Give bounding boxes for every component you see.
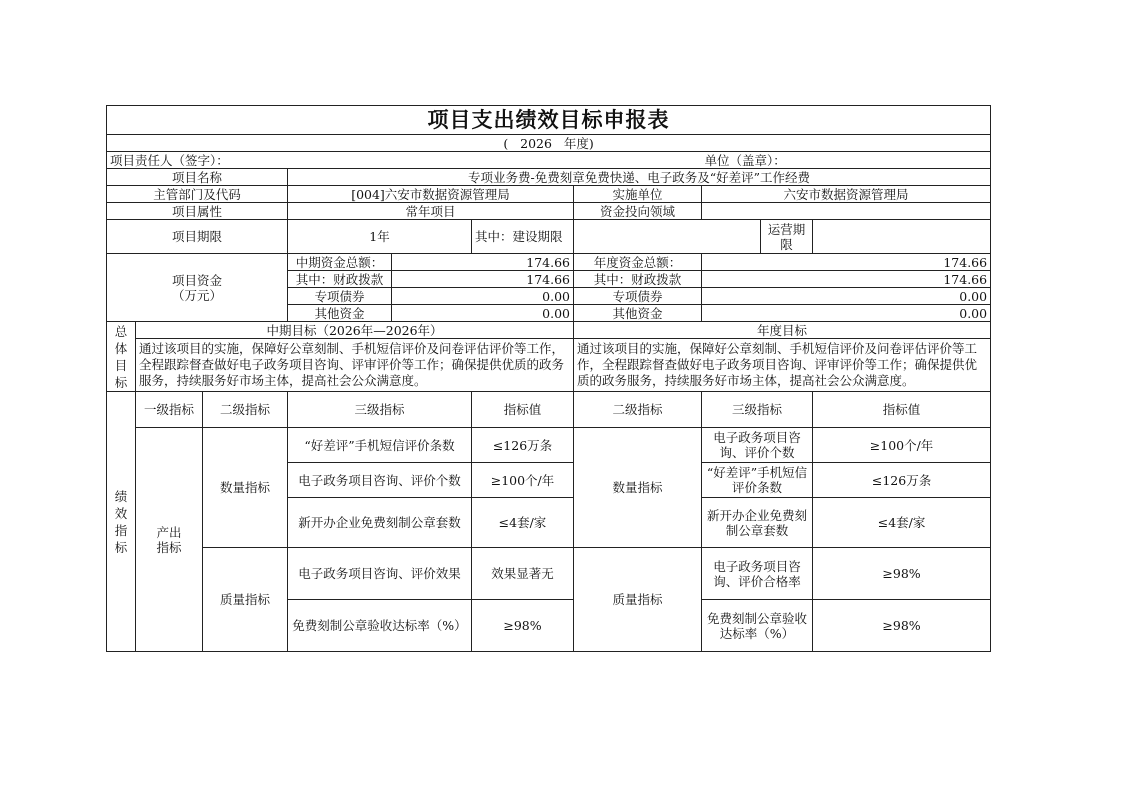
signature-row [107,152,991,169]
title-row [107,106,991,135]
operation-period-label: 运营期限 [761,220,813,254]
mid-quantity-3-value: ≤4套/家 [472,498,574,548]
performance-goal-form [106,105,991,652]
dept-code-value: [004]六安市数据资源管理局 [288,186,574,203]
mid-quantity-3-name: 新开办企业免费刻制公章套数 [288,498,472,548]
mid-quality-1-value: 效果显著无 [472,548,574,600]
output-indicator-text: 产出指标 [156,524,182,555]
construction-period-value [574,220,761,254]
mid-bond-value: 0.00 [392,288,574,305]
dept-code-label: 主管部门及代码 [107,186,288,203]
project-name-value: 专项业务费-免费刻章免费快递、电子政务及“好差评”工作经费 [288,169,991,186]
perf-indicators-text: 绩效指标 [114,488,128,555]
mid-fiscal-value: 174.66 [392,271,574,288]
annual-total-value: 174.66 [702,254,991,271]
mid-bond-label: 专项债券 [288,288,392,305]
annual-level2-header: 二级指标 [574,392,702,428]
period-label: 项目期限 [107,220,288,254]
annual-quantity-3-name: 新开办企业免费刻制公章套数 [702,498,813,548]
annual-quality-2-value: ≥98% [813,600,991,652]
mid-quantity-2-name: 电子政务项目咨询、评价个数 [288,463,472,498]
annual-bond-label: 专项债券 [574,288,702,305]
project-name-row [107,169,991,186]
indicator-header-row [107,392,991,428]
period-row [107,220,991,254]
annual-other-value: 0.00 [702,305,991,322]
fiscal-year: ( 2026 年度) [107,135,991,152]
perf-indicators-label [107,392,136,652]
mid-quality-2-value: ≥98% [472,600,574,652]
period-value: 1年 [288,220,472,254]
goal-text-row [107,339,991,392]
attribute-value: 常年项目 [288,203,574,220]
mid-quantity-label: 数量指标 [203,428,288,548]
annual-quantity-1-name: 电子政务项目咨询、评价个数 [702,428,813,463]
impl-unit-value: 六安市数据资源管理局 [702,186,991,203]
operation-period-value [813,220,991,254]
impl-unit-label: 实施单位 [574,186,702,203]
annual-goal-text: 通过该项目的实施，保障好公章刻制、手机短信评价及问卷评估评价等工作，全程跟踪督查做好电子政务项目咨询、评审评价等工作；确保提供优质的政务服务，持续服务好市场主体，提高社会公众满意度。 [574,339,991,392]
attribute-row [107,203,991,220]
responsible-person-field[interactable]: 项目责任人（签字）： [107,152,702,169]
project-name-label: 项目名称 [107,169,288,186]
indicator-row [107,428,991,463]
mid-quantity-2-value: ≥100个/年 [472,463,574,498]
annual-quantity-3-value: ≤4套/家 [813,498,991,548]
mid-quality-label: 质量指标 [203,548,288,652]
annual-value-header: 指标值 [813,392,991,428]
construction-period-label: 其中：建设期限 [472,220,574,254]
annual-quantity-label: 数量指标 [574,428,702,548]
annual-quantity-2-name: “好差评”手机短信评价条数 [702,463,813,498]
annual-fiscal-label: 其中：财政拨款 [574,271,702,288]
mid-quantity-1-name: “好差评”手机短信评价条数 [288,428,472,463]
mid-value-header: 指标值 [472,392,574,428]
goal-header-row [107,322,991,339]
mid-quality-2-name: 免费刻制公章验收达标率（%） [288,600,472,652]
annual-quality-label: 质量指标 [574,548,702,652]
unit-seal-field[interactable]: 单位（盖章）： [702,152,991,169]
mid-quantity-1-value: ≤126万条 [472,428,574,463]
annual-quality-1-value: ≥98% [813,548,991,600]
level1-header: 一级指标 [136,392,203,428]
mid-fiscal-label: 其中：财政拨款 [288,271,392,288]
annual-quality-2-name: 免费刻制公章验收达标率（%） [702,600,813,652]
form-title: 项目支出绩效目标申报表 [107,106,991,135]
annual-quantity-1-value: ≥100个/年 [813,428,991,463]
annual-quality-1-name: 电子政务项目咨询、评价合格率 [702,548,813,600]
indicator-row [107,548,991,600]
annual-total-label: 年度资金总额： [574,254,702,271]
mid-level2-header: 二级指标 [203,392,288,428]
funds-unit: （万元） [171,287,222,303]
fund-direction-value [702,203,991,220]
overall-goal-label [107,322,136,392]
attribute-label: 项目属性 [107,203,288,220]
mid-total-label: 中期资金总额： [288,254,392,271]
mid-quality-1-name: 电子政务项目咨询、评价效果 [288,548,472,600]
annual-bond-value: 0.00 [702,288,991,305]
mid-goal-text: 通过该项目的实施，保障好公章刻制、手机短信评价及问卷评估评价等工作，全程跟踪督查做好电子政务项目咨询、评审评价等工作；确保提供优质的政务服务，持续服务好市场主体，提高社会公众满意度。 [136,339,574,392]
funds-label-cell [107,254,288,322]
year-row [107,135,991,152]
mid-other-label: 其他资金 [288,305,392,322]
annual-fiscal-value: 174.66 [702,271,991,288]
annual-level3-header: 三级指标 [702,392,813,428]
fund-direction-label: 资金投向领域 [574,203,702,220]
funds-total-row [107,254,991,271]
mid-total-value: 174.66 [392,254,574,271]
dept-row [107,186,991,203]
mid-other-value: 0.00 [392,305,574,322]
overall-goal-text: 总体目标 [114,323,128,390]
annual-quantity-2-value: ≤126万条 [813,463,991,498]
annual-other-label: 其他资金 [574,305,702,322]
mid-level3-header: 三级指标 [288,392,472,428]
funds-label: 项目资金 [171,272,222,288]
mid-goal-header: 中期目标（2026年—2026年） [136,322,574,339]
output-indicator-label [136,428,203,652]
annual-goal-header: 年度目标 [574,322,991,339]
